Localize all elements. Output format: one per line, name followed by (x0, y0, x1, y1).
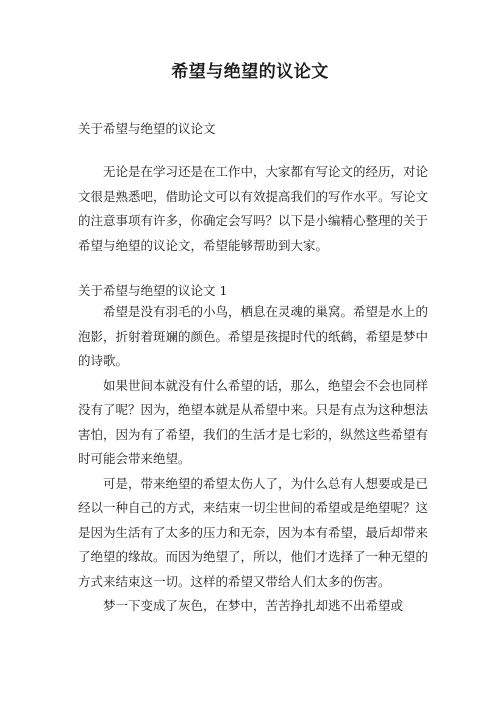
essay-paragraph: 如果世间本就没有什么希望的话，那么，绝望会不会也同样没有了呢？因为，绝望本就是从希望中来。只是有点为这种想法害怕，因为有了希望，我们的生活才是七彩的，纵然这些希望有时可能会带来绝望。 (78, 377, 429, 466)
essay-paragraph: 梦一下变成了灰色，在梦中，苦苦挣扎却逃不出希望或 (103, 598, 404, 613)
essay-paragraph: 可是，带来绝望的希望太伤人了，为什么总有人想要或是已经以一种自己的方式，来结束一切尘世间的希望或是绝望呢？这是因为生活有了太多的压力和无奈，因为本有希望，最后却带来了绝望的缘故。而因为绝望了，所以，他们才选择了一种无望的方式来结束这一切。这样的希望又带给人们太多的伤害。 (78, 475, 429, 589)
essay-body (78, 300, 428, 619)
intro-block (78, 160, 428, 258)
intro-paragraph: 无论是在学习还是在工作中，大家都有写论文的经历，对论文很是熟悉吧，借助论文可以有效提高我们的写作水平。写论文的注意事项有许多，你确定会写吗？以下是小编精心整理的关于希望与绝望的议论文，希望能够帮助到大家。 (78, 164, 429, 253)
document-title: 希望与绝望的议论文 (171, 62, 329, 82)
document-subtitle: 关于希望与绝望的议论文 (78, 121, 216, 136)
section-heading: 关于希望与绝望的议论文 1 (78, 283, 228, 298)
essay-paragraph: 希望是没有羽毛的小鸟，栖息在灵魂的巢窝。希望是水上的泡影，折射着斑斓的颜色。希望是孩提时代的纸鹤，希望是梦中的诗歌。 (78, 304, 429, 368)
